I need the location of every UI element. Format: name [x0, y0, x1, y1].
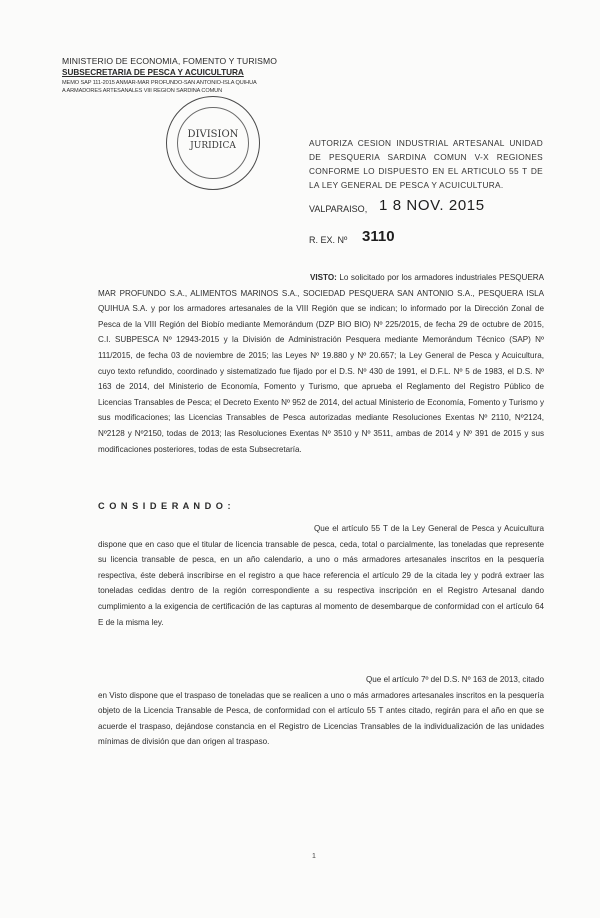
considerando-text-1: Que el artículo 55 T de la Ley General de Pesca y Acuicultura dispone que en caso que el titular de licencia transable de pesca, ceda, total o parcialmente, las toneladas que represente su licencia transable de pesca, en un año calendario, a uno o más armadores artesanales inscritos en la pesquería respectiva, éste deberá inscribirse en el registro a que hace referencia el artículo 29 de la citada ley y podrá extraer las toneladas cedidas dentro de la región correspondiente a su respectiva inscripción en el Registro Artesanal dando cumplimiento a la exigencia de certificación de las capturas al momento de desembarque de conformidad con el artículo 64 E de la misma ley. — [98, 524, 544, 627]
resolution-number-label: R. EX. Nº — [309, 235, 348, 245]
considerando-paragraph-2 — [98, 672, 544, 750]
visto-paragraph — [98, 270, 544, 457]
visto-text: Lo solicitado por los armadores industriales PESQUERA MAR PROFUNDO S.A., ALIMENTOS MARINOS S.A., SOCIEDAD PESQUERA SAN ANTONIO S.A., PESQUERA ISLA QUIHUA S.A. y por los armadores artesanales de la VIII Región que se indican; lo informado por la Dirección Zonal de Pesca de la VIII Región del Biobío mediante Memorándum (DZP BIO BIO) Nº 225/2015, de fecha 29 de octubre de 2015, C.I. SUBPESCA Nº 12943-2015 y la División de Administración Pesquera mediante Memorándum Técnico (SAP) Nº 111/2015, de fecha 03 de noviembre de 2015; las Leyes Nº 19.880 y Nº 20.657; la Ley General de Pesca y Acuicultura, cuyo texto refundido, coordinado y sistematizado fue fijado por el D.S. Nº 430 de 1991, el D.F.L. Nº 5 de 1983, el D.S. Nº 163 de 2014, del Ministerio de Economía, Fomento y Turismo, que aprueba el Reglamento del Registro Público de Licencias Transables de Pesca; el Decreto Exento Nº 952 de 2014, del actual Ministerio de Economía, Fomento y Turismo y sus modificaciones; las Licencias Transables de Pesca autorizadas mediante Resoluciones Exentas Nº 2110, Nº2124, Nº2128 y Nº2150, todas de 2013; las Resoluciones Exentas Nº 3510 y Nº 3511, ambas de 2014 y Nº 391 de 2015 y sus modificaciones posteriores, todas de esta Subsecretaría. — [98, 273, 545, 454]
visto-lead: VISTO: — [310, 273, 337, 282]
resolution-date: 1 8 NOV. 2015 — [379, 197, 485, 214]
ministry-name: MINISTERIO DE ECONOMIA, FOMENTO Y TURISMO — [62, 56, 277, 66]
stamp-text-division: DIVISION — [187, 129, 239, 140]
resolution-number: 3110 — [362, 228, 395, 245]
division-juridica-stamp — [166, 96, 260, 190]
considerando-paragraph-1 — [98, 521, 544, 630]
memo-reference-line-2: A ARMADORES ARTESANALES VIII REGION SARDINA COMUN — [62, 88, 223, 94]
page-number: 1 — [312, 853, 316, 860]
resolution-subject: AUTORIZA CESION INDUSTRIAL ARTESANAL UNIDAD DE PESQUERIA SARDINA COMUN V-X REGIONES CONFORME LO DISPUESTO EN EL ARTICULO 55 T DE LA LEY GENERAL DE PESCA Y ACUICULTURA. — [309, 138, 543, 190]
memo-reference-line-1: MEMO SAP 111-2015 ANMAR-MAR PROFUNDO-SAN ANTONIO-ISLA QUIHUA — [62, 80, 257, 86]
city-label: VALPARAISO, — [309, 204, 368, 214]
subsecretaria-name: SUBSECRETARIA DE PESCA Y ACUICULTURA — [62, 68, 244, 77]
letterhead — [62, 56, 322, 95]
stamp-text-juridica: JURIDICA — [190, 141, 236, 151]
considerando-heading: C O N S I D E R A N D O : — [98, 501, 232, 511]
considerando-text-2: Que el artículo 7º del D.S. Nº 163 de 2013, citado en Visto dispone que el traspaso de toneladas que se realicen a uno o más armadores artesanales inscritos en la pesquería objeto de la Licencia Transable de Pesca, de conformidad con el artículo 55 T antes citado, regirán para el año en que se acuerde el traspaso, dejándose constancia en el Registro de Licencias Transables de la individualización de las unidades mínimas de división que dan origen al traspaso. — [98, 675, 544, 747]
